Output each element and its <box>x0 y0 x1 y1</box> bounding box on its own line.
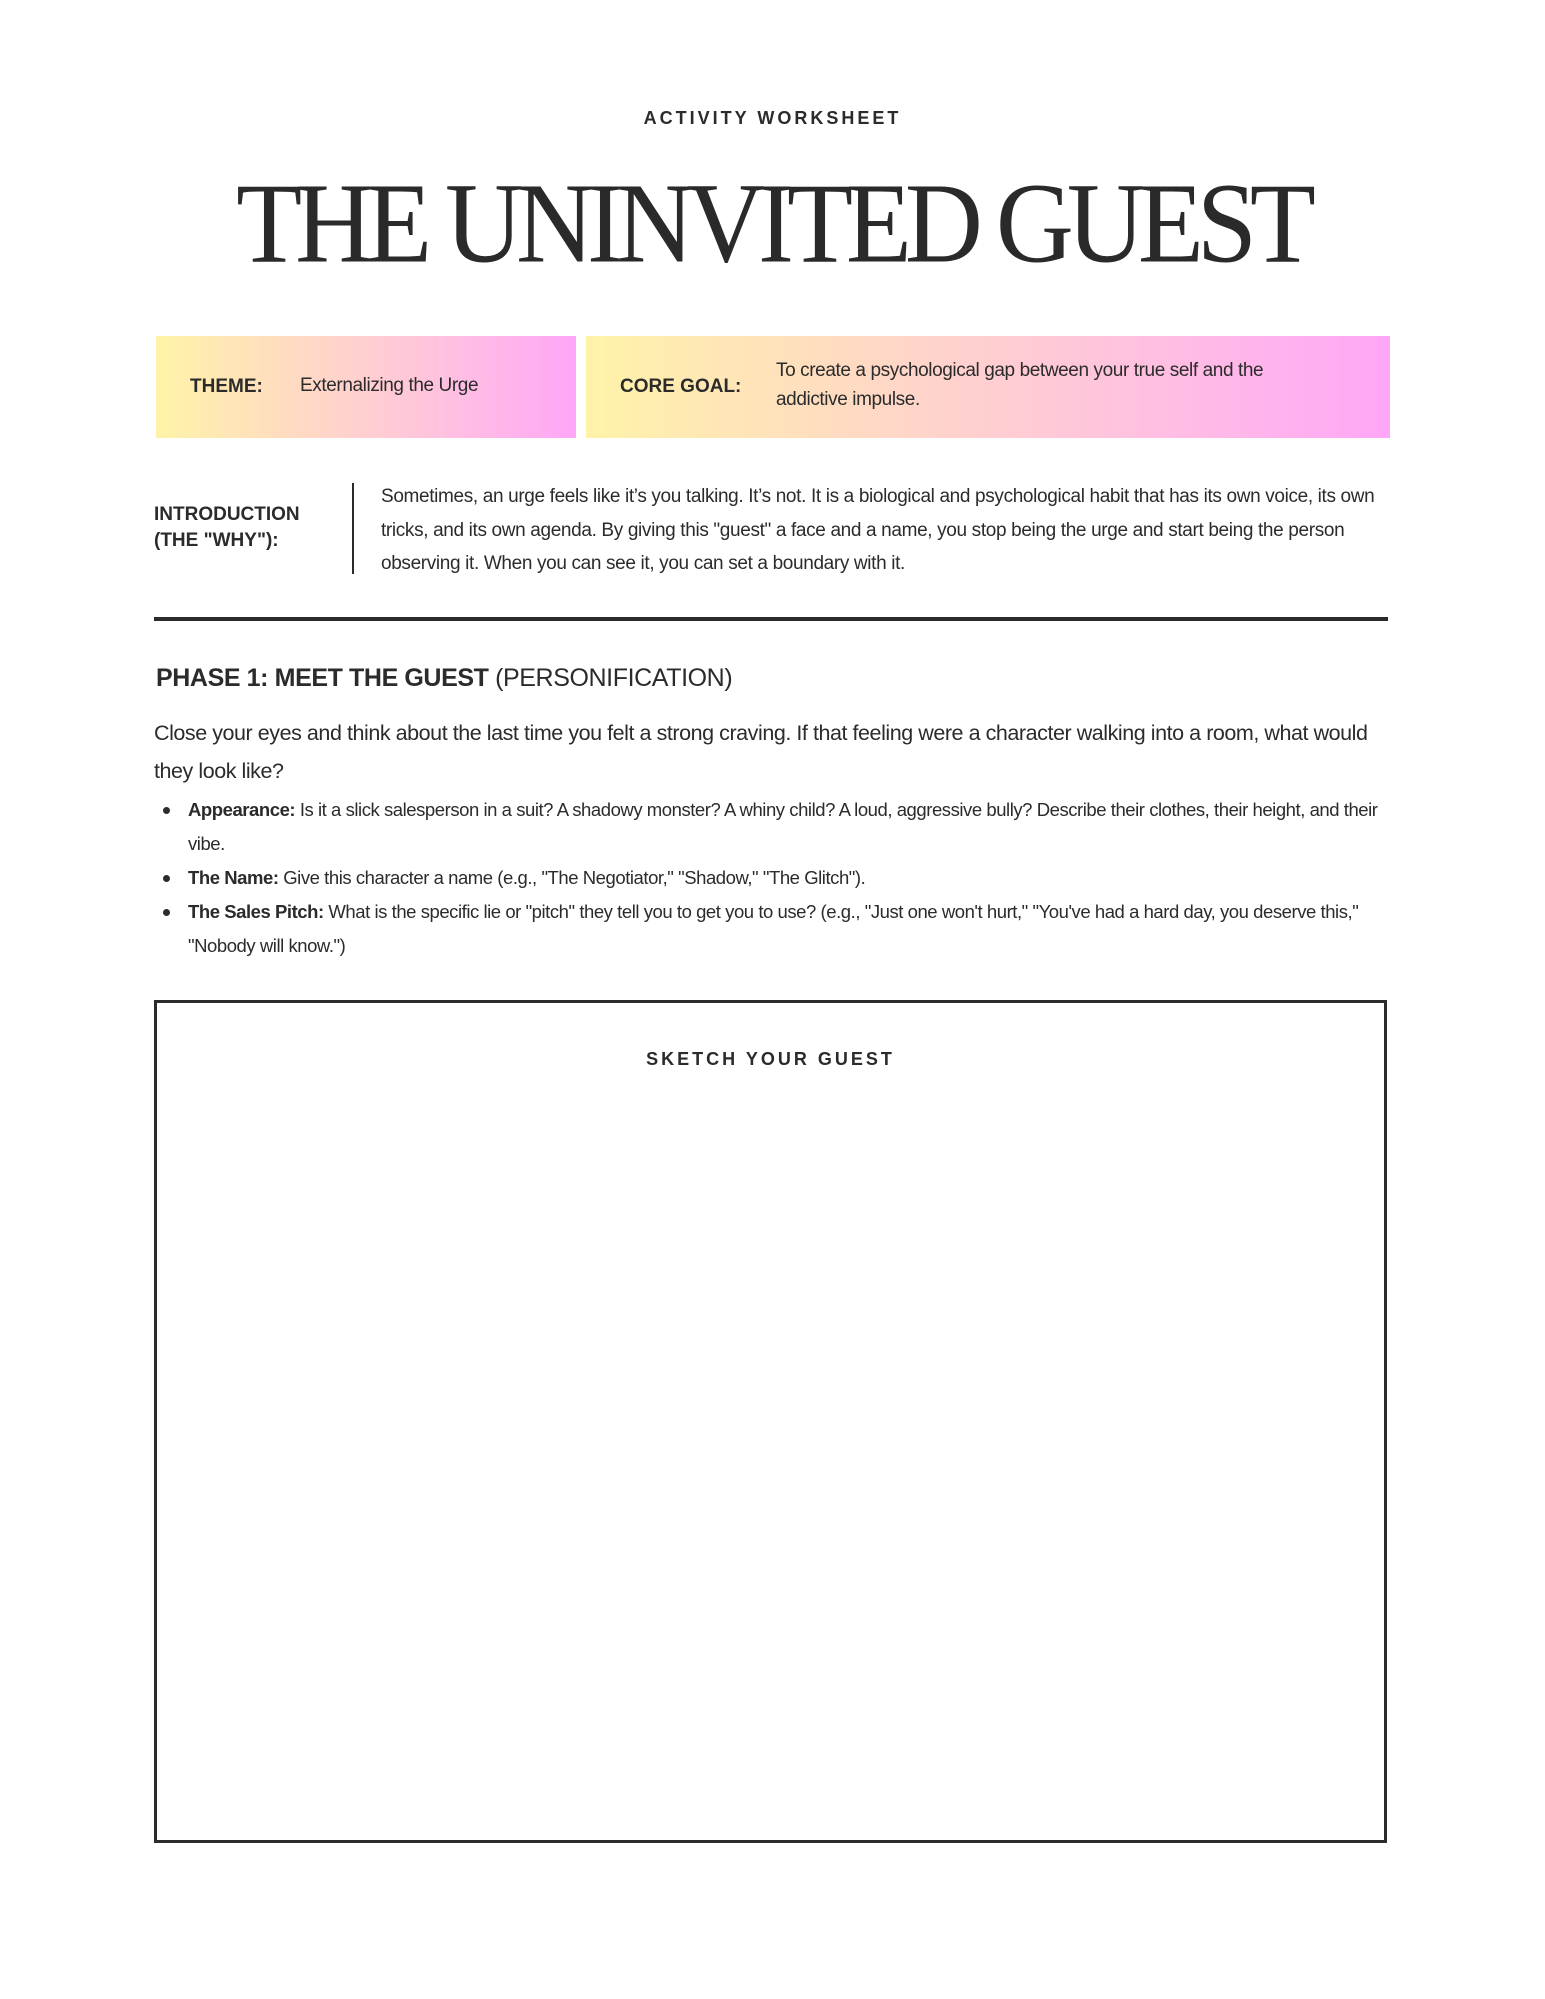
introduction-label-line1: INTRODUCTION <box>154 504 300 525</box>
introduction-divider <box>352 483 354 574</box>
list-item-appearance <box>154 793 1390 861</box>
core-goal-value: To create a psychological gap between your true self and the addictive impulse. <box>776 360 1264 410</box>
theme-box <box>156 336 576 438</box>
theme-label: THEME: <box>190 376 263 397</box>
list-item-term: The Name: <box>188 867 279 888</box>
phase1-heading-title: PHASE 1: MEET THE GUEST <box>156 664 489 692</box>
list-item-name <box>154 861 1390 895</box>
list-item-term: The Sales Pitch: <box>188 901 324 922</box>
phase1-heading-subtitle: (PERSONIFICATION) <box>495 664 733 692</box>
phase1-heading <box>156 664 732 693</box>
list-item-text: Give this character a name (e.g., "The Negotiator," "Shadow," "The Glitch"). <box>283 867 866 888</box>
bullet-icon <box>163 807 170 814</box>
phase1-prompt-list <box>154 793 1390 963</box>
core-goal-label: CORE GOAL: <box>620 376 742 397</box>
list-item-term: Appearance: <box>188 799 296 820</box>
list-item-text: What is the specific lie or "pitch" they tell you to get you to use? (e.g., "Just one won't hurt," "You've had a hard day, you deserve this," "Nobody will know.") <box>188 901 1359 956</box>
section-divider <box>154 617 1388 621</box>
sketch-label: SKETCH YOUR GUEST <box>646 1049 895 1069</box>
introduction-label-line2: (THE "WHY"): <box>154 530 279 551</box>
introduction-text: Sometimes, an urge feels like it’s you talking. It’s not. It is a biological and psychological habit that has its own voice, its own tricks, and its own agenda. By giving this "guest" a face and a name, you stop being the urge and start being the person observing it. When you can see it, you can set a boundary with it. <box>381 486 1375 574</box>
sketch-area[interactable] <box>154 1000 1387 1843</box>
list-item-sales-pitch <box>154 895 1390 963</box>
introduction-label <box>154 502 344 554</box>
list-item-text: Is it a slick salesperson in a suit? A shadowy monster? A whiny child? A loud, aggressive bully? Describe their clothes, their height, and their vibe. <box>188 799 1378 854</box>
theme-value: Externalizing the Urge <box>300 374 479 396</box>
bullet-icon <box>163 909 170 916</box>
worksheet-eyebrow: ACTIVITY WORKSHEET <box>643 108 902 128</box>
core-goal-box <box>586 336 1390 438</box>
page-title: THE UNINVITED GUEST <box>236 160 1309 288</box>
phase1-intro: Close your eyes and think about the last time you felt a strong craving. If that feeling were a character walking into a room, what would they look like? <box>154 721 1368 783</box>
bullet-icon <box>163 875 170 882</box>
